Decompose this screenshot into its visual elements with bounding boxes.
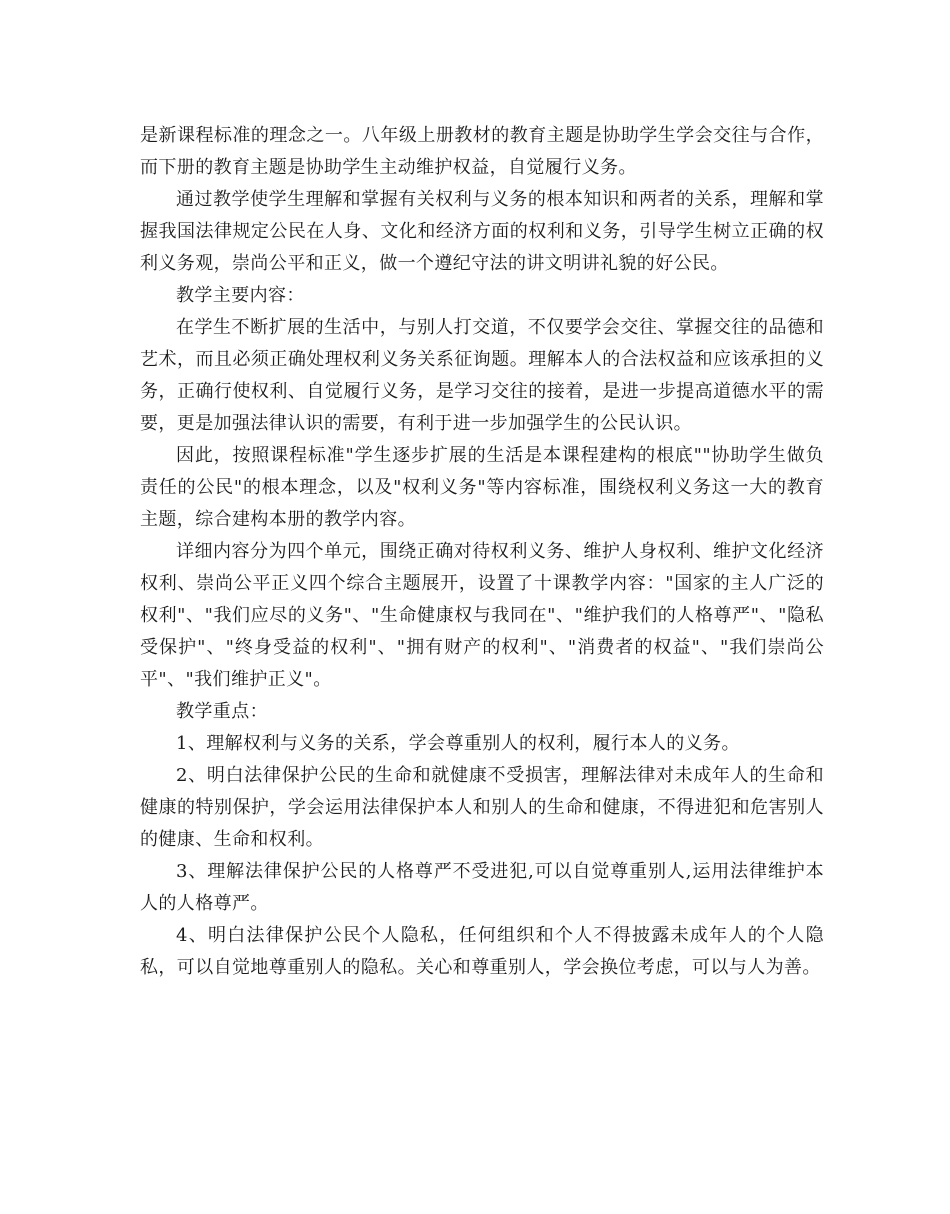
paragraph-teaching-goal: 通过教学使学生理解和掌握有关权利与义务的根本知识和两者的关系，理解和掌握我国法律规定公民在人身、文化和经济方面的权利和义务，引导学生树立正确的权利义务观，崇尚公平和正义，做一个遵纪守法的讲文明讲礼貌的好公民。 xyxy=(140,189,824,274)
paragraph-continuation: 是新课程标准的理念之一。八年级上册教材的教育主题是协助学生学会交往与合作，而下册的教育主题是协助学生主动维护权益，自觉履行义务。 xyxy=(140,125,824,178)
focus-item-4: 4、明白法律保护公民个人隐私，任何组织和个人不得披露未成年人的个人隐私，可以自觉地尊重别人的隐私。关心和尊重别人，学会换位考虑，可以与人为善。 xyxy=(140,925,824,978)
heading-teaching-focus: 教学重点： xyxy=(176,701,268,722)
paragraph-units: 详细内容分为四个单元，围绕正确对待权利义务、维护人身权利、维护文化经济权利、崇尚公平正义四个综合主题展开，设置了十课教学内容："国家的主人广泛的权利"、"我们应尽的义务"、"生命健康权与我同在"、"维护我们的人格尊严"、"隐私受保护"、"终身受益的权利"、"拥有财产的权利"、"消费者的权益"、"我们崇尚公平"、"我们维护正义"。 xyxy=(140,541,824,690)
focus-item-1: 1、理解权利与义务的关系，学会尊重别人的权利，履行本人的义务。 xyxy=(176,733,740,754)
focus-item-2: 2、明白法律保护公民的生命和就健康不受损害，理解法律对未成年人的生命和健康的特别保护，学会运用法律保护本人和别人的生命和健康，不得进犯和危害别人的健康、生命和权利。 xyxy=(140,765,824,850)
paragraph-main-content: 在学生不断扩展的生活中，与别人打交道，不仅要学会交往、掌握交往的品德和艺术，而且必须正确处理权利义务关系征询题。理解本人的合法权益和应该承担的义务，正确行使权利、自觉履行义务，是学习交往的接着，是进一步提高道德水平的需要，更是加强法律认识的需要，有利于进一步加强学生的公民认识。 xyxy=(140,317,824,434)
focus-item-3: 3、理解法律保护公民的人格尊严不受进犯,可以自觉尊重别人,运用法律维护本人的人格尊严。 xyxy=(140,861,824,914)
paragraph-curriculum-standard: 因此，按照课程标准"学生逐步扩展的生活是本课程建构的根底""协助学生做负责任的公民"的根本理念，以及"权利义务"等内容标准，围绕权利义务这一大的教育主题，综合建构本册的教学内容。 xyxy=(140,445,824,530)
document-body xyxy=(140,120,824,984)
heading-main-content: 教学主要内容： xyxy=(176,285,305,306)
